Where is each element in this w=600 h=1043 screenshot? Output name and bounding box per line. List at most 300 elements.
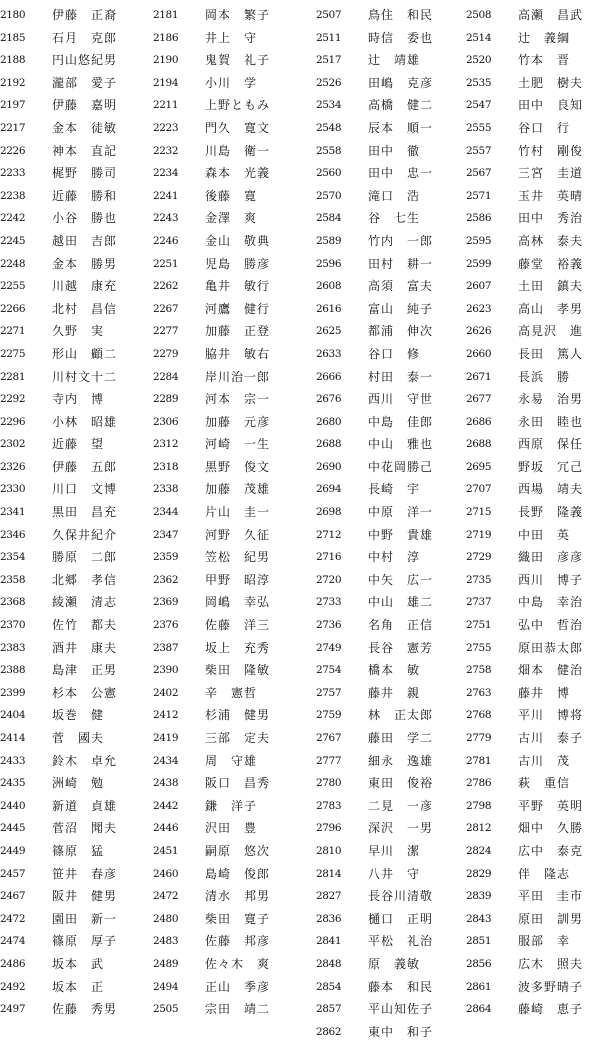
entry-number: 2434 [153,754,179,767]
registry-row [316,930,466,953]
registry-row [0,366,150,389]
entry-number: 2440 [0,799,26,812]
entry-name: 辛 憲哲 [205,685,258,700]
registry-row [316,117,466,140]
entry-number: 2354 [0,551,26,564]
entry-name: 古川 茂 [518,753,571,768]
registry-row [316,140,466,163]
registry-row [466,27,600,50]
entry-name: 坂本 武 [52,956,105,971]
registry-row [153,976,303,999]
entry-number: 2736 [316,619,342,632]
registry-row [153,140,303,163]
entry-name: 岡本 繁子 [205,8,271,22]
registry-row [466,162,600,185]
entry-number: 2690 [316,460,342,473]
registry-row [153,795,303,818]
entry-name: 樋口 正明 [368,911,434,926]
entry-name: 広木 照夫 [518,956,584,971]
entry-number: 2695 [466,460,492,473]
registry-row [0,998,150,1021]
entry-name: 小川 学 [205,75,258,90]
registry-row [316,817,466,840]
entry-name: 佐藤 秀男 [52,1002,118,1017]
entry-number: 2626 [466,325,492,338]
registry-row [0,885,150,908]
entry-name: 長谷 憲芳 [368,640,434,655]
registry-row [0,524,150,547]
entry-name: 東中 和子 [368,1024,434,1039]
registry-row [0,682,150,705]
entry-name: 二見 一彦 [368,798,434,813]
entry-name: 佐藤 洋三 [205,618,271,633]
entry-name: 柴田 寛子 [205,911,271,926]
entry-name: 加藤 正登 [205,324,271,339]
registry-row [316,49,466,72]
registry-row [0,49,150,72]
entry-number: 2232 [153,144,179,157]
entry-number: 2686 [466,415,492,428]
entry-name: 鎌 洋子 [205,798,258,813]
registry-row [466,704,600,727]
registry-row [153,366,303,389]
entry-number: 2567 [466,167,492,180]
registry-row [316,750,466,773]
registry-row [316,185,466,208]
entry-name: 形山 顧二 [52,346,118,361]
entry-number: 2586 [466,212,492,225]
entry-name: 谷口 修 [368,346,421,361]
entry-number: 2558 [316,144,342,157]
entry-name: 小林 昭雄 [52,414,118,429]
registry-row [0,275,150,298]
entry-name: 清水 邦男 [205,889,271,904]
registry-row [466,659,600,682]
entry-name: 長谷川清敬 [368,889,434,904]
registry-row [316,501,466,524]
entry-number: 2763 [466,686,492,699]
entry-number: 2238 [0,189,26,202]
registry-row [153,433,303,456]
entry-number: 2457 [0,867,26,880]
registry-row [153,501,303,524]
entry-name: 長崎 宇 [368,482,421,497]
registry-row [466,569,600,592]
entry-number: 2688 [316,438,342,451]
registry-row [316,772,466,795]
registry-row [153,456,303,479]
registry-row [153,885,303,908]
entry-name: 原田 訓男 [518,911,584,926]
entry-name: 橋本 敏 [368,663,421,678]
entry-number: 2777 [316,754,342,767]
entry-name: 原田恭太郎 [518,640,584,655]
entry-name: 長田 篤人 [518,346,584,361]
entry-number: 2862 [316,1025,342,1038]
entry-number: 2595 [466,234,492,247]
entry-name: 鬼賀 礼子 [205,53,271,68]
registry-row [466,343,600,366]
entry-number: 2814 [316,867,342,880]
registry-row [153,682,303,705]
entry-number: 2281 [0,370,26,383]
registry-row [316,569,466,592]
entry-name: 藤田 学二 [368,731,434,745]
entry-number: 2266 [0,302,26,315]
registry-row [0,817,150,840]
registry-row [0,908,150,931]
entry-name: 近藤 望 [52,437,105,452]
entry-name: 金澤 爽 [205,211,258,226]
entry-name: 金山 敬典 [205,233,271,248]
entry-number: 2433 [0,754,26,767]
registry-row [0,659,150,682]
registry-row [153,27,303,50]
entry-number: 2359 [153,551,179,564]
entry-name: 篠原 猛 [52,843,105,858]
entry-name: 寺内 博 [52,392,105,407]
entry-number: 2783 [316,799,342,812]
entry-number: 2848 [316,957,342,970]
registry-row [466,411,600,434]
registry-row [153,411,303,434]
registry-row [316,388,466,411]
entry-name: 綾瀬 清志 [52,595,118,610]
entry-number: 2751 [466,619,492,632]
entry-number: 2584 [316,212,342,225]
entry-number: 2483 [153,935,179,948]
entry-number: 2660 [466,347,492,360]
entry-name: 嗣原 悠次 [205,843,271,858]
entry-name: 藤井 博 [518,685,571,700]
entry-name: 後藤 寛 [205,188,258,203]
entry-name: 田中 秀治 [518,211,584,226]
entry-number: 2402 [153,686,179,699]
entry-number: 2472 [153,890,179,903]
entry-name: 阪井 健男 [52,889,118,904]
registry-row [153,546,303,569]
registry-row [316,885,466,908]
entry-number: 2292 [0,393,26,406]
registry-row [153,614,303,637]
entry-number: 2856 [466,957,492,970]
registry-row [316,524,466,547]
entry-number: 2234 [153,167,179,180]
entry-number: 2211 [153,99,179,112]
entry-name: 辻 靖雄 [368,53,421,68]
registry-row [316,976,466,999]
entry-number: 2520 [466,54,492,67]
entry-name: 北郷 孝信 [52,572,118,587]
entry-name: 酒井 康夫 [52,640,118,655]
entry-name: 竹内 一郎 [368,233,434,248]
entry-name: 辰本 順一 [368,120,434,135]
registry-row [316,614,466,637]
entry-number: 2534 [316,99,342,112]
entry-number: 2419 [153,732,179,744]
registry-row [466,501,600,524]
entry-number: 2517 [316,54,342,67]
entry-number: 2735 [466,573,492,586]
entry-number: 2445 [0,822,26,835]
registry-row [153,162,303,185]
entry-name: 柴田 隆敏 [205,663,271,678]
entry-number: 2560 [316,167,342,180]
registry-row [0,411,150,434]
entry-name: 河本 宗一 [205,392,271,407]
registry-row [316,27,466,50]
entry-name: 西川 博子 [518,572,584,587]
entry-number: 2404 [0,709,26,722]
entry-number: 2414 [0,732,26,744]
registry-row [466,72,600,95]
entry-number: 2841 [316,935,342,948]
registry-row [153,4,303,27]
registry-row [0,863,150,886]
registry-row [466,275,600,298]
entry-number: 2514 [466,31,492,44]
registry-row [153,524,303,547]
entry-name: 伴 隆志 [518,866,571,881]
entry-name: 小谷 勝也 [52,211,118,226]
entry-name: 川越 康充 [52,279,118,294]
entry-name: 野坂 冗己 [518,459,584,474]
entry-number: 2607 [466,280,492,293]
registry-row [466,863,600,886]
entry-number: 2616 [316,302,342,315]
registry-row [153,207,303,230]
registry-column [153,4,303,1021]
registry-row [466,94,600,117]
entry-number: 2754 [316,664,342,677]
registry-row [0,840,150,863]
entry-number: 2243 [153,212,179,225]
entry-number: 2267 [153,302,179,315]
entry-number: 2733 [316,596,342,609]
registry-row [316,795,466,818]
registry-row [316,546,466,569]
entry-number: 2780 [316,777,342,790]
entry-number: 2839 [466,890,492,903]
entry-name: 長野 隆義 [518,505,584,520]
entry-number: 2245 [0,234,26,247]
entry-number: 2223 [153,121,179,134]
entry-number: 2318 [153,460,179,473]
entry-number: 2242 [0,212,26,225]
entry-number: 2181 [153,9,179,21]
entry-name: 笹井 春彦 [52,866,118,881]
entry-number: 2248 [0,257,26,270]
entry-name: 河崎 一生 [205,437,271,452]
entry-name: 杉浦 健男 [205,708,271,723]
entry-name: 鈴木 卓允 [52,753,118,768]
entry-name: 原 義敏 [368,956,421,971]
entry-name: 波多野晴子 [518,979,584,994]
entry-name: 名角 正信 [368,618,434,633]
registry-row [0,253,150,276]
registry-row [153,750,303,773]
entry-number: 2344 [153,506,179,519]
registry-row [153,72,303,95]
entry-number: 2786 [466,777,492,790]
registry-row [153,343,303,366]
entry-number: 2507 [316,9,342,21]
entry-name: 平松 礼治 [368,934,434,949]
entry-name: 竹本 晋 [518,53,571,68]
entry-number: 2758 [466,664,492,677]
entry-number: 2383 [0,641,26,654]
registry-column [0,4,150,1021]
entry-name: 中花岡勝己 [368,459,434,474]
registry-row [0,953,150,976]
registry-row [0,727,150,750]
registry-row [0,772,150,795]
entry-number: 2768 [466,709,492,722]
entry-number: 2712 [316,528,342,541]
registry-row [153,727,303,750]
registry-row [466,885,600,908]
registry-row [0,27,150,50]
entry-number: 2796 [316,822,342,835]
entry-number: 2467 [0,890,26,903]
entry-number: 2306 [153,415,179,428]
entry-number: 2186 [153,31,179,44]
registry-row [466,637,600,660]
entry-number: 2197 [0,99,26,112]
entry-name: 弘中 哲治 [518,618,584,633]
entry-number: 2810 [316,844,342,857]
entry-name: 三部 定夫 [205,731,271,745]
entry-name: 篠原 厚子 [52,934,118,949]
entry-name: 黒田 昌充 [52,505,118,520]
registry-row [466,908,600,931]
registry-row [466,207,600,230]
entry-number: 2262 [153,280,179,293]
entry-name: 藤堂 裕義 [518,256,584,271]
entry-name: 菅沼 聞夫 [52,821,118,836]
entry-number: 2698 [316,506,342,519]
registry-row [153,298,303,321]
registry-row [153,388,303,411]
entry-name: 菅 國夫 [52,731,105,745]
registry-row [316,908,466,931]
entry-number: 2226 [0,144,26,157]
entry-name: 佐藤 邦彦 [205,934,271,949]
entry-name: 土田 鎮夫 [518,279,584,294]
registry-row [466,140,600,163]
entry-number: 2599 [466,257,492,270]
registry-row [0,637,150,660]
entry-number: 2387 [153,641,179,654]
entry-number: 2277 [153,325,179,338]
entry-number: 2755 [466,641,492,654]
registry-row [316,230,466,253]
registry-row [316,207,466,230]
registry-row [466,366,600,389]
entry-number: 2185 [0,31,26,44]
registry-row [316,840,466,863]
entry-number: 2194 [153,76,179,89]
registry-row [316,433,466,456]
entry-number: 2759 [316,709,342,722]
entry-name: 正山 季彦 [205,979,271,994]
registry-row [0,795,150,818]
entry-number: 2180 [0,9,26,21]
entry-number: 2190 [153,54,179,67]
entry-name: 河野 久征 [205,527,271,542]
registry-row [466,456,600,479]
registry-row [153,117,303,140]
registry-row [0,704,150,727]
entry-name: 谷口 行 [518,120,571,135]
registry-row [316,863,466,886]
entry-name: 佐々木 爽 [205,956,271,971]
entry-number: 2390 [153,664,179,677]
entry-number: 2255 [0,280,26,293]
entry-number: 2719 [466,528,492,541]
entry-number: 2757 [316,686,342,699]
entry-number: 2511 [316,31,342,44]
entry-name: 細永 逸雄 [368,753,434,768]
entry-name: 田嶋 克彦 [368,75,434,90]
entry-number: 2480 [153,912,179,925]
entry-number: 2857 [316,1003,342,1016]
registry-row [0,569,150,592]
registry-row [0,501,150,524]
entry-name: 金本 徒敏 [52,120,118,135]
registry-row [153,478,303,501]
entry-number: 2296 [0,415,26,428]
entry-name: 加藤 茂雄 [205,482,271,497]
registry-row [0,185,150,208]
registry-row [153,320,303,343]
entry-name: 滝口 浩 [368,188,421,203]
registry-row [0,388,150,411]
registry-row [0,162,150,185]
entry-number: 2312 [153,438,179,451]
registry-row [466,253,600,276]
entry-number: 2489 [153,957,179,970]
entry-name: 平川 博将 [518,708,584,723]
entry-number: 2864 [466,1003,492,1016]
entry-name: 東田 俊裕 [368,776,434,791]
registry-row [153,253,303,276]
entry-name: 瀧部 愛子 [52,75,118,90]
registry-row [466,976,600,999]
registry-row [153,908,303,931]
entry-number: 2716 [316,551,342,564]
entry-name: 坂上 充秀 [205,640,271,655]
registry-row [153,863,303,886]
entry-name: 玉井 英晴 [518,188,584,203]
registry-column [316,4,466,1043]
registry-row [316,591,466,614]
registry-row [316,998,466,1021]
entry-name: 笠松 紀男 [205,550,271,565]
registry-row [0,976,150,999]
entry-name: 岡嶋 幸弘 [205,595,271,610]
entry-name: 越田 吉郎 [52,233,118,248]
entry-name: 田中 良知 [518,98,584,113]
entry-name: 園田 新一 [52,911,118,926]
entry-name: 森本 光義 [205,166,271,181]
entry-name: 石月 克郎 [52,30,118,45]
entry-number: 2370 [0,619,26,632]
entry-name: 加藤 元彦 [205,414,271,429]
entry-number: 2557 [466,144,492,157]
registry-row [0,750,150,773]
entry-number: 2688 [466,438,492,451]
